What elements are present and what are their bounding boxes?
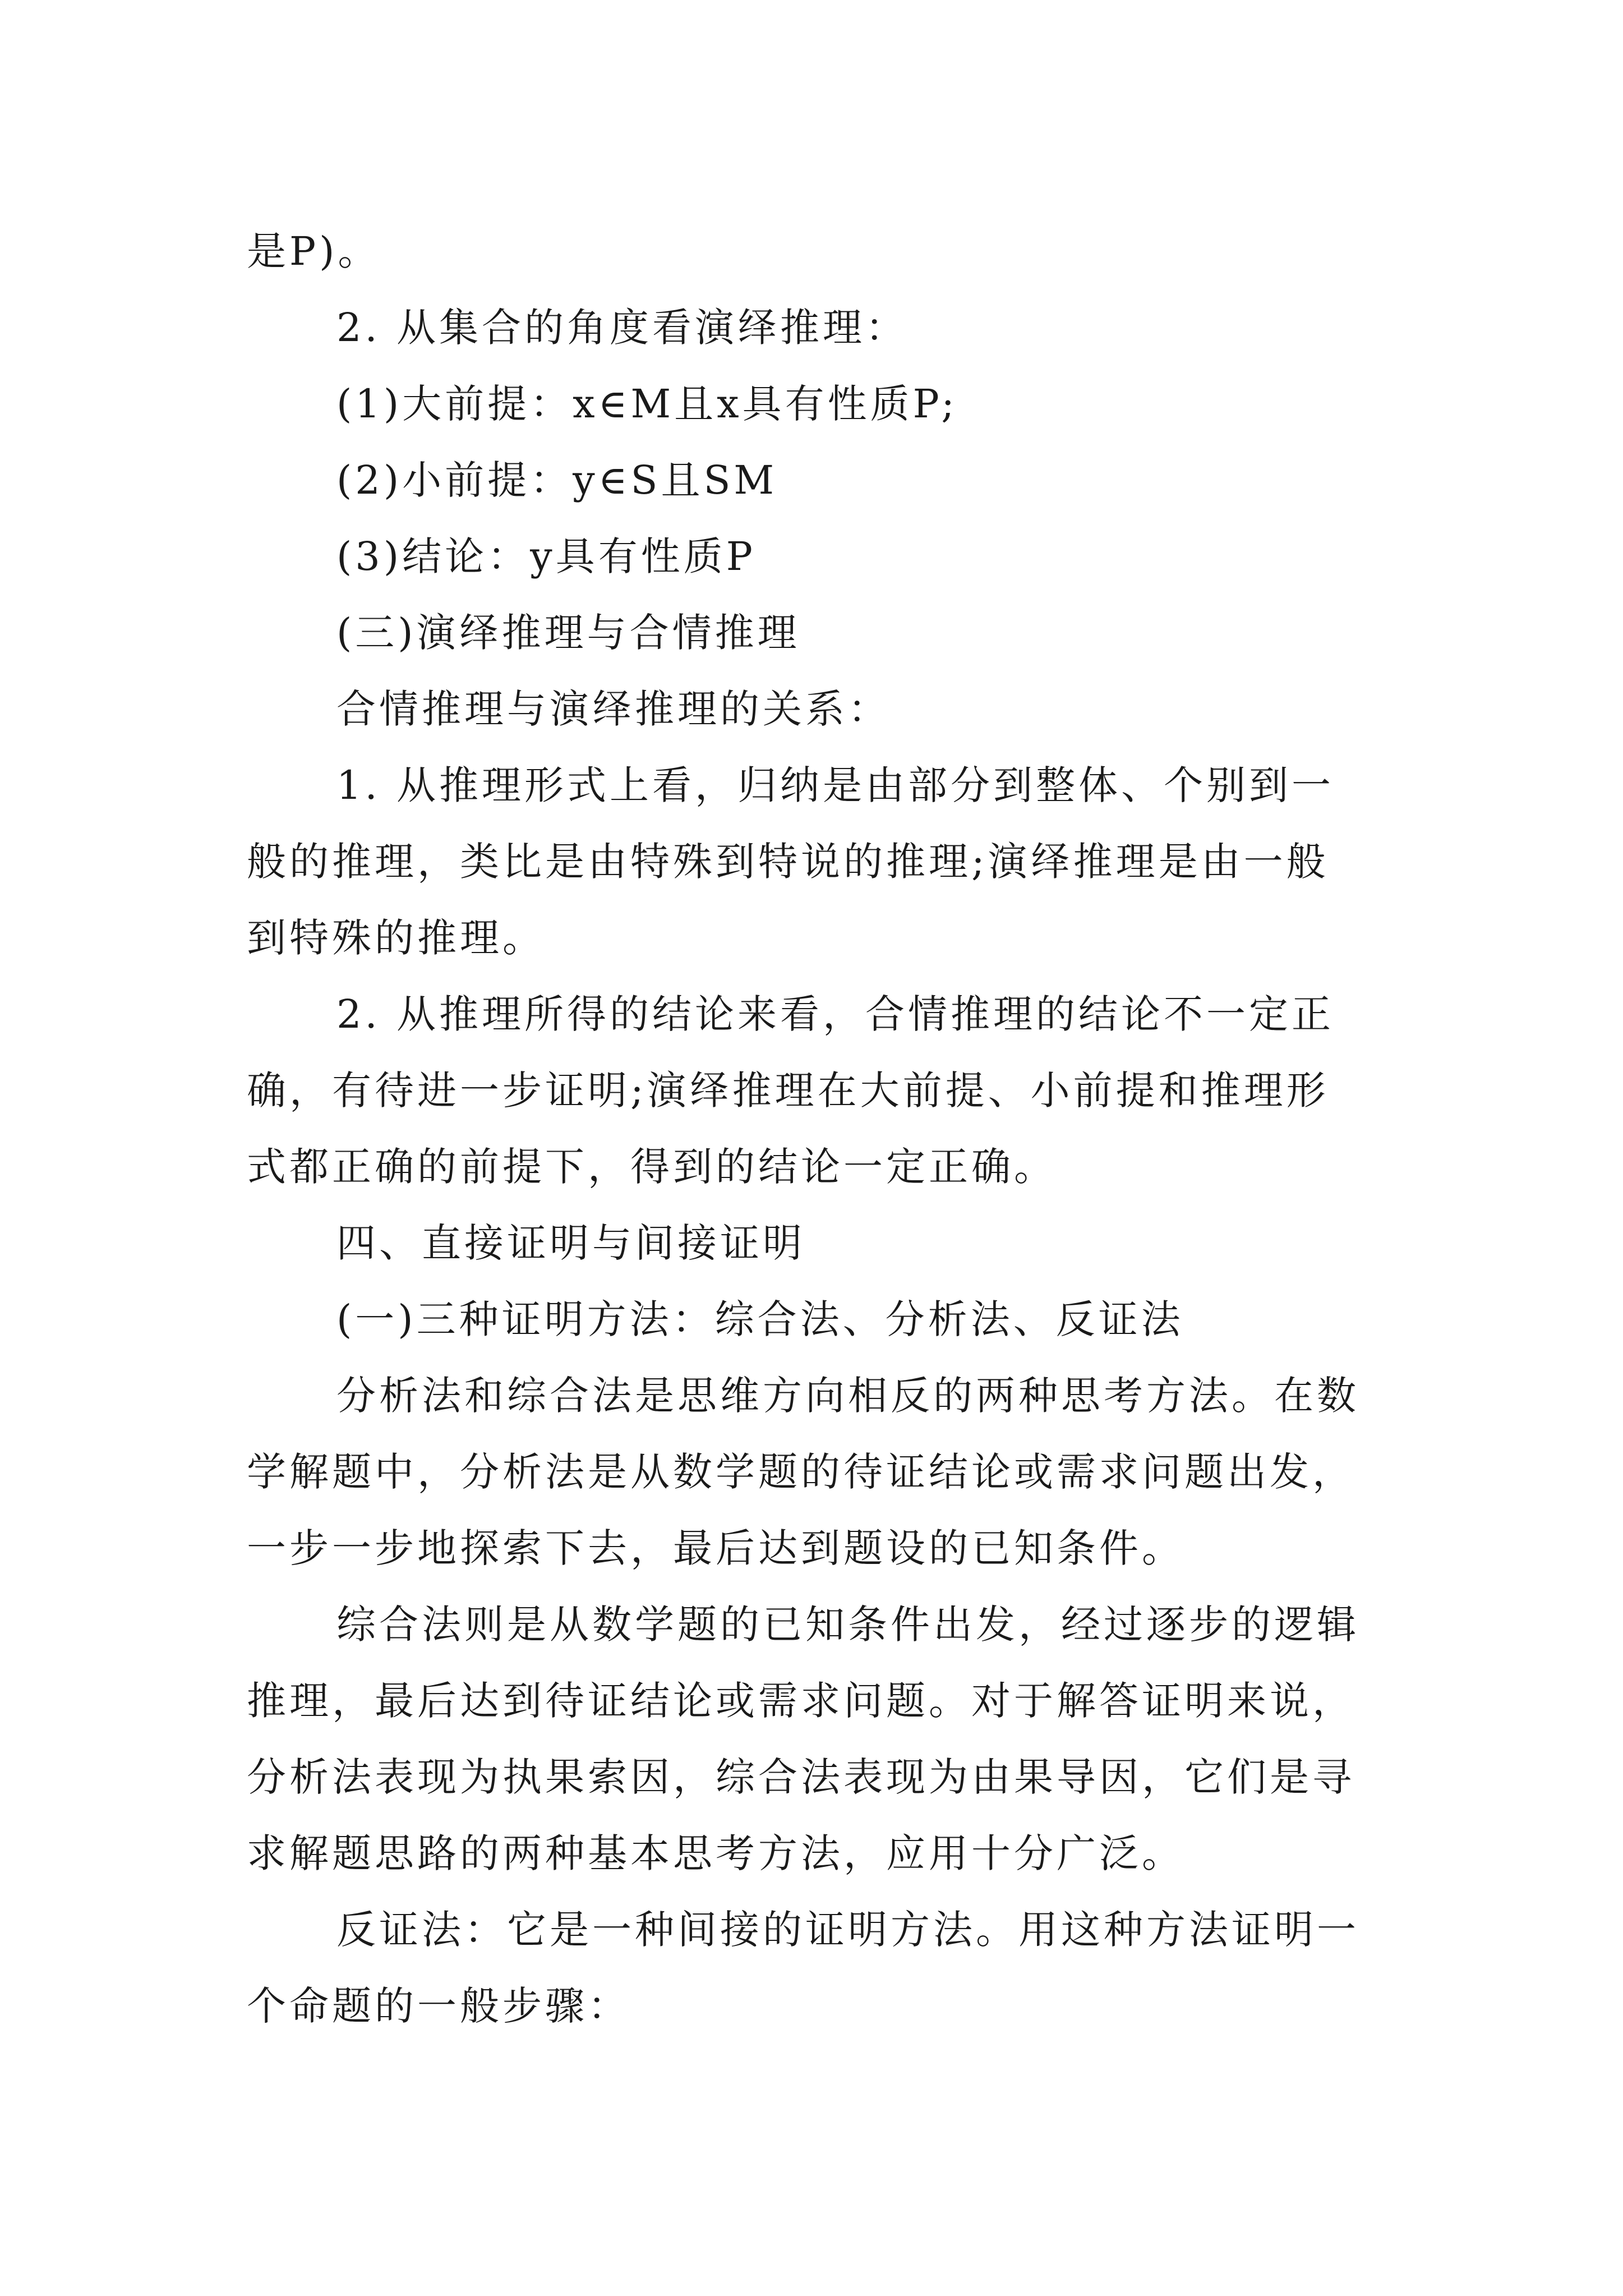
text-line: 式都正确的前提下，得到的结论一定正确。 — [247, 1144, 1057, 1190]
text-line: 反证法：它是一种间接的证明方法。用这种方法证明一 — [336, 1907, 1359, 1953]
text-line: 般的推理，类比是由特殊到特说的推理;演绎推理是由一般 — [247, 839, 1329, 885]
text-line: 分析法和综合法是思维方向相反的两种思考方法。在数 — [336, 1373, 1359, 1419]
text-line: 到特殊的推理。 — [247, 915, 545, 961]
text-line: 分析法表现为执果索因，综合法表现为由果导因，它们是寻 — [247, 1754, 1355, 1800]
text-line: (一)三种证明方法：综合法、分析法、反证法 — [336, 1296, 1184, 1342]
text-line: 一步一步地探索下去，最后达到题设的已知条件。 — [247, 1525, 1184, 1571]
text-line: 2. 从推理所得的结论来看，合情推理的结论不一定正 — [336, 991, 1335, 1037]
text-line: 合情推理与演绎推理的关系： — [336, 686, 891, 732]
document-body — [247, 213, 1391, 2044]
text-line: 四、直接证明与间接证明 — [336, 1220, 805, 1266]
text-line: 个命题的一般步骤： — [247, 1983, 630, 2029]
text-line: (三)演绎推理与合情推理 — [336, 610, 800, 656]
text-line: (2)小前提：y∈S且SM — [336, 457, 778, 503]
text-line: 推理，最后达到待证结论或需求问题。对于解答证明来说， — [247, 1678, 1355, 1724]
text-line: 是P)。 — [247, 228, 381, 274]
text-line: (3)结论：y具有性质P — [336, 533, 756, 579]
text-line: 确，有待进一步证明;演绎推理在大前提、小前提和推理形 — [247, 1068, 1329, 1114]
text-line: 学解题中，分析法是从数学题的待证结论或需求问题出发， — [247, 1449, 1355, 1495]
text-line: 1. 从推理形式上看，归纳是由部分到整体、个别到一 — [336, 762, 1335, 808]
text-line: 综合法则是从数学题的已知条件出发，经过逐步的逻辑 — [336, 1602, 1359, 1648]
text-line: 求解题思路的两种基本思考方法，应用十分广泛。 — [247, 1830, 1184, 1876]
text-line: (1)大前提：x∈M且x具有性质P; — [336, 381, 958, 427]
text-line: 2. 从集合的角度看演绎推理： — [336, 305, 909, 351]
